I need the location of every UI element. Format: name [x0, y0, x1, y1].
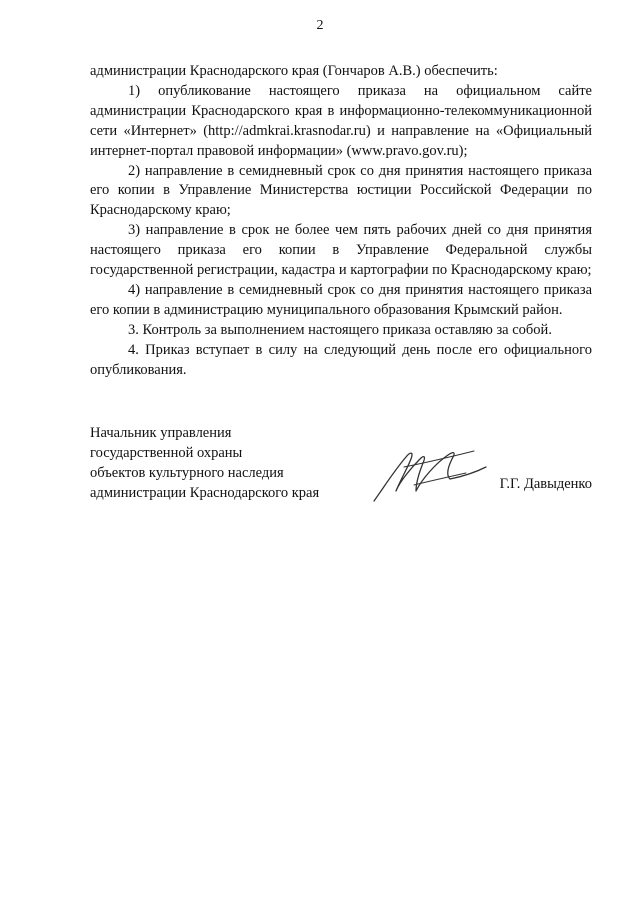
page-number: 2: [316, 18, 324, 33]
handwritten-signature: [370, 437, 490, 507]
document-body: [90, 62, 592, 381]
list-item-3: 3) направление в срок не более чем пять рабочих дней со дня принятия настоящего приказа его копии в Управление Федеральной службы государственной регистрации, кадастра и картографии по Краснодарскому краю;: [90, 222, 592, 279]
signature-block: [90, 424, 592, 504]
signatory-title-line-1: Начальник управления: [90, 425, 232, 441]
signatory-title-line-4: администрации Краснодарского края: [90, 484, 320, 501]
clause-3: 3. Контроль за выполнением настоящего приказа оставляю за собой.: [128, 321, 552, 338]
intro-paragraph: администрации Краснодарского края (Гончаров А.В.) обеспечить:: [90, 63, 498, 79]
clause-4: 4. Приказ вступает в силу на следующий день после его официального опубликования.: [90, 341, 592, 378]
list-item-2: 2) направление в семидневный срок со дня принятия настоящего приказа его копии в Управление Министерства юстиции Российской Федерации по Краснодарскому краю;: [90, 162, 592, 219]
signatory-name: Г.Г. Давыденко: [499, 476, 592, 492]
list-item-4: 4) направление в семидневный срок со дня принятия настоящего приказа его копии в администрацию муниципального образования Крымский район.: [90, 281, 592, 318]
signatory-title-line-3: объектов культурного наследия: [90, 464, 284, 481]
signatory-title: [90, 424, 370, 504]
list-item-1: 1) опубликование настоящего приказа на официальном сайте администрации Краснодарского края в информационно-телекоммуникационной сети «Интернет» (http://admkrai.krasnodar.ru) и направление на «Официальный интернет-портал правовой информации» (www.pravo.gov.ru);: [90, 82, 592, 159]
signatory-title-line-2: государственной охраны: [90, 444, 243, 461]
